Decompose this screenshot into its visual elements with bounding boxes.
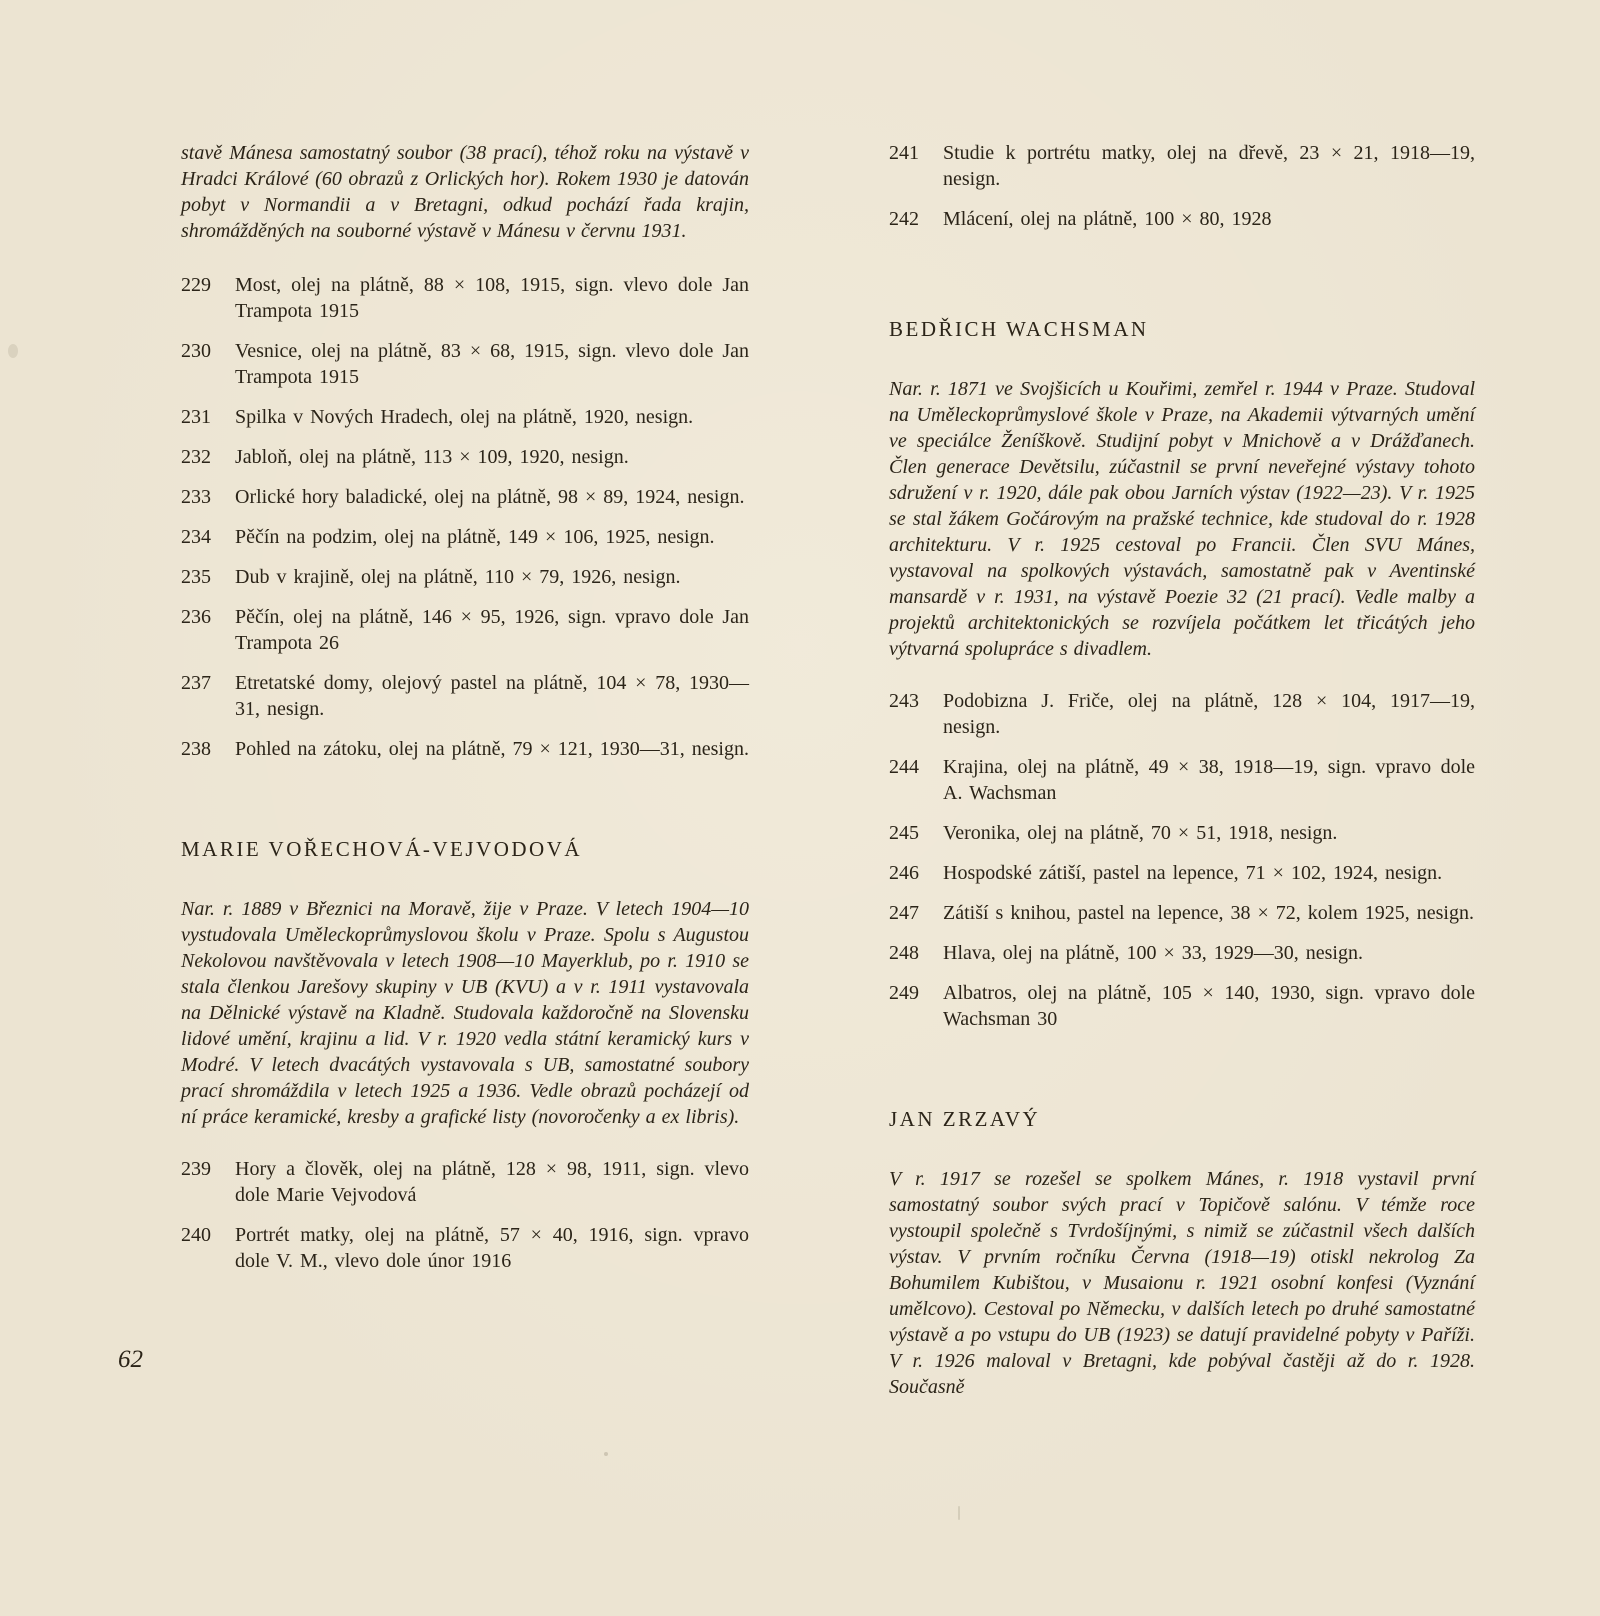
catalog-entry [889,754,1475,806]
catalog-entry [181,736,749,762]
artist-heading: MARIE VOŘECHOVÁ-VEJVODOVÁ [181,837,583,861]
entry-text: Etretatské domy, olejový pastel na plátně, 104 × 78, 1930—31, nesign. [235,672,749,720]
page-number: 62 [118,1346,143,1373]
entry-text: Portrét matky, olej na plátně, 57 × 40, 1916, sign. vpravo dole V. M., vlevo dole únor 1916 [235,1224,749,1272]
artist-bio: V r. 1917 se rozešel se spolkem Mánes, r. 1918 vystavil první samostatný soubor svých prací v Topičově salónu. V témže roce vystoupil společně s Tvrdošíjnými, s nimiž se zúčastnil všech dalších výstav. V prvním ročníku Června (1918—19) otiskl nekrolog Za Bohumilem Kubištou, v Musaionu r. 1921 osobní konfesi (Vyznání umělcovo). Cestoval po Německu, v dalších letech po druhé samostatné výstavě a po vstupu do UB (1923) se datují pravidelné pobyty v Paříži. V r. 1926 maloval v Bretagni, kde pobýval častěji až do r. 1928. Současně [889,1168,1475,1398]
entry-number: 239 [181,1158,211,1180]
entry-number: 248 [889,942,919,964]
entry-number: 245 [889,822,919,844]
entry-number: 247 [889,902,919,924]
catalog-entries [889,140,1475,232]
right-column [889,140,1475,1426]
left-column [181,140,749,1288]
artist-bio: Nar. r. 1889 v Březnici na Moravě, žije v Praze. V letech 1904—10 vystudovala Uměleckoprůmyslovou školu v Praze. Spolu s Augustou Nekolovou navštěvovala v letech 1908—10 Mayerklub, po r. 1910 se stala členkou Jarešovy skupiny v UB (KVU) a v r. 1911 vystavovala na Dělnické výstavě na Kladně. Studovala každoročně na Slovensku lidové umění, krajinu a lid. V r. 1920 vedla státní keramický kurs v Modré. V letech dvacátých vystavovala s UB, samostatné soubory prací shromáždila v letech 1925 a 1936. Vedle obrazů pocházejí od ní práce keramické, kresby a grafické listy (novoročenky a ex libris). [181,898,749,1128]
catalog-entry [181,404,749,430]
entry-text: Podobizna J. Friče, olej na plátně, 128 × 104, 1917—19, nesign. [943,690,1475,738]
catalog-entries [181,1156,749,1274]
entry-text: Hlava, olej na plátně, 100 × 33, 1929—30, nesign. [943,942,1363,964]
entry-text: Hospodské zátiší, pastel na lepence, 71 × 102, 1924, nesign. [943,862,1443,884]
entry-text: Most, olej na plátně, 88 × 108, 1915, sign. vlevo dole Jan Trampota 1915 [235,274,749,322]
entry-number: 233 [181,486,211,508]
catalog-entry [181,604,749,656]
entry-text: Zátiší s knihou, pastel na lepence, 38 × 72, kolem 1925, nesign. [943,902,1474,924]
catalog-entry [889,900,1475,926]
entry-number: 230 [181,340,211,362]
catalog-entry [889,206,1475,232]
catalog-entry [181,444,749,470]
entry-text: Jabloň, olej na plátně, 113 × 109, 1920, nesign. [235,446,629,468]
entry-number: 249 [889,982,919,1004]
entry-number: 237 [181,672,211,694]
catalog-entries [181,272,749,762]
entry-text: Pěčín, olej na plátně, 146 × 95, 1926, sign. vpravo dole Jan Trampota 26 [235,606,749,654]
entry-text: Mlácení, olej na plátně, 100 × 80, 1928 [943,208,1272,230]
catalog-entries [889,688,1475,1032]
catalog-entry [889,688,1475,740]
catalog-entry [889,940,1475,966]
entry-text: Krajina, olej na plátně, 49 × 38, 1918—19, sign. vpravo dole A. Wachsman [943,756,1475,804]
entry-number: 231 [181,406,211,428]
catalog-entry [181,1156,749,1208]
entry-number: 243 [889,690,919,712]
catalog-entry [889,860,1475,886]
catalog-entry [181,524,749,550]
catalog-entry [181,338,749,390]
entry-text: Pěčín na podzim, olej na plátně, 149 × 106, 1925, nesign. [235,526,715,548]
catalog-entry [181,272,749,324]
entry-text: Orlické hory baladické, olej na plátně, 98 × 89, 1924, nesign. [235,486,745,508]
entry-number: 240 [181,1224,211,1246]
artist-heading: BEDŘICH WACHSMAN [889,317,1149,341]
scan-speck [604,1452,608,1456]
entry-number: 234 [181,526,211,548]
catalog-entry [889,140,1475,192]
entry-number: 232 [181,446,211,468]
catalog-entry [181,1222,749,1274]
artist-heading: JAN ZRZAVÝ [889,1107,1041,1131]
artist-bio-continuation: stavě Mánesa samostatný soubor (38 prací), téhož roku na výstavě v Hradci Králové (60 obrazů z Orlických hor). Rokem 1930 je datován pobyt v Normandii a v Bretagni, odkud pochází řada krajin, shromážděných na souborné výstavě v Mánesu v červnu 1931. [181,142,749,242]
catalog-entry [181,484,749,510]
entry-number: 242 [889,208,919,230]
catalog-entry [889,980,1475,1032]
catalog-entry [181,670,749,722]
entry-text: Pohled na zátoku, olej na plátně, 79 × 121, 1930—31, nesign. [235,738,749,760]
entry-text: Vesnice, olej na plátně, 83 × 68, 1915, sign. vlevo dole Jan Trampota 1915 [235,340,749,388]
artist-bio: Nar. r. 1871 ve Svojšicích u Kouřimi, zemřel r. 1944 v Praze. Studoval na Uměleckoprůmyslové škole v Praze, na Akademii výtvarných umění ve speciálce Ženíškově. Studijní pobyt v Mnichově a v Drážďanech. Člen generace Devětsilu, zúčastnil se první neveřejné výstavy tohoto sdružení v r. 1920, dále pak obou Jarních výstav (1922—23). V r. 1925 se stal žákem Gočárovým na pražské technice, kde studoval do r. 1928 architekturu. V r. 1925 cestoval po Francii. Člen SVU Mánes, vystavoval na spolkových výstavách, samostatně pak v Aventinské mansardě v r. 1931, na výstavě Poezie 32 (21 prací). Vedle malby a projektů architektonických se rozvíjela počátkem let třicátých jeho výtvarná spolupráce s divadlem. [889,378,1475,660]
catalog-entry [181,564,749,590]
entry-text: Veronika, olej na plátně, 70 × 51, 1918, nesign. [943,822,1338,844]
entry-text: Albatros, olej na plátně, 105 × 140, 1930, sign. vpravo dole Wachsman 30 [943,982,1475,1030]
entry-number: 244 [889,756,919,778]
entry-text: Spilka v Nových Hradech, olej na plátně, 1920, nesign. [235,406,694,428]
entry-number: 229 [181,274,211,296]
entry-number: 246 [889,862,919,884]
catalog-entry [889,820,1475,846]
scan-speck [958,1506,960,1520]
entry-number: 236 [181,606,211,628]
entry-number: 241 [889,142,919,164]
scan-smudge [8,344,18,358]
entry-number: 235 [181,566,211,588]
entry-number: 238 [181,738,211,760]
entry-text: Hory a člověk, olej na plátně, 128 × 98, 1911, sign. vlevo dole Marie Vejvodová [235,1158,749,1206]
entry-text: Dub v krajině, olej na plátně, 110 × 79, 1926, nesign. [235,566,681,588]
entry-text: Studie k portrétu matky, olej na dřevě, 23 × 21, 1918—19, nesign. [943,142,1475,190]
